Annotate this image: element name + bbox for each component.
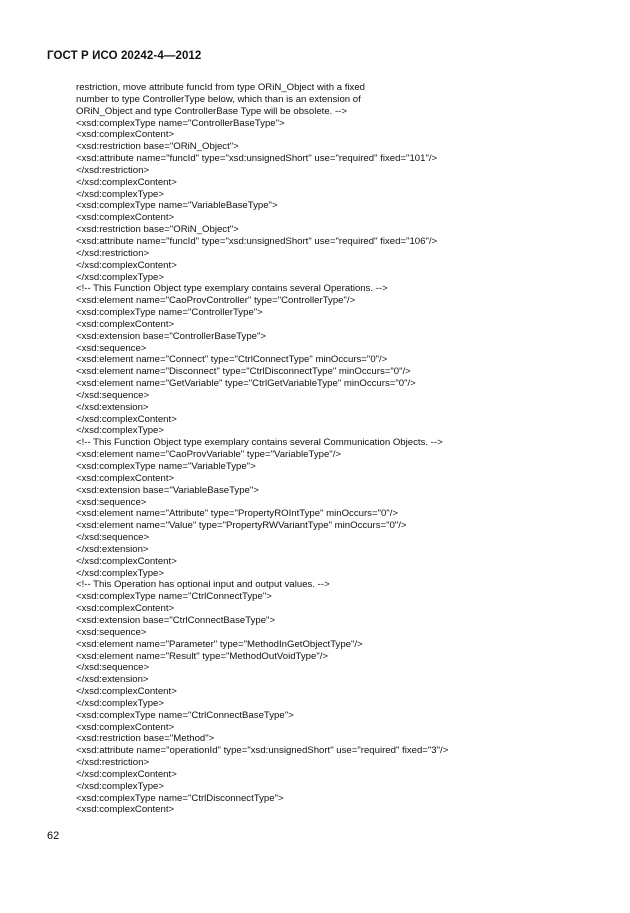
code-line: <xsd:restriction base="ORiN_Object"> xyxy=(76,141,239,153)
code-line: <xsd:element name="GetVariable" type="CtrlGetVariableType" minOccurs="0"/> xyxy=(76,378,416,390)
code-line: </xsd:restriction> xyxy=(76,757,150,769)
code-line: <xsd:complexType name="CtrlConnectBaseType"> xyxy=(76,709,294,721)
code-line: </xsd:complexType> xyxy=(76,567,164,579)
code-line: <xsd:sequence> xyxy=(76,342,147,354)
xsd-code-listing xyxy=(76,82,596,816)
code-line: </xsd:extension> xyxy=(76,674,149,686)
code-line: <xsd:attribute name="funcId" type="xsd:unsignedShort" use="required" fixed="101"/> xyxy=(76,153,438,165)
code-line: <xsd:complexContent> xyxy=(76,472,175,484)
code-line: <xsd:restriction base="Method"> xyxy=(76,733,215,745)
code-line: <!-- This Function Object type exemplary contains several Operations. --> xyxy=(76,283,388,295)
code-line: <xsd:extension base="CtrlConnectBaseType"> xyxy=(76,614,276,626)
code-line: <xsd:element name="Attribute" type="PropertyROIntType" minOccurs="0"/> xyxy=(76,508,398,520)
code-line: restriction, move attribute funcId from type ORiN_Object with a fixed xyxy=(76,82,365,93)
code-line: </xsd:extension> xyxy=(76,543,149,555)
code-line: <xsd:extension base="ControllerBaseType"> xyxy=(76,330,267,342)
code-line: <xsd:complexContent> xyxy=(76,318,175,330)
code-line: </xsd:complexContent> xyxy=(76,413,177,425)
code-line: <xsd:complexContent> xyxy=(76,721,175,733)
code-line: <xsd:element name="Parameter" type="MethodInGetObjectType"/> xyxy=(76,638,363,650)
code-line: <xsd:complexContent> xyxy=(76,804,175,816)
code-line: <xsd:complexType name="VariableType"> xyxy=(76,461,256,472)
code-line: <xsd:complexContent> xyxy=(76,603,175,615)
code-line: <!-- This Operation has optional input and output values. --> xyxy=(76,579,330,591)
code-line: </xsd:sequence> xyxy=(76,662,150,674)
code-line: <xsd:attribute name="funcId" type="xsd:unsignedShort" use="required" fixed="106"/> xyxy=(76,235,438,247)
code-line: </xsd:complexType> xyxy=(76,188,164,200)
code-line: <xsd:extension base="VariableBaseType"> xyxy=(76,484,259,496)
code-line: <xsd:complexContent> xyxy=(76,129,175,141)
code-line: </xsd:complexContent> xyxy=(76,555,177,567)
code-line: </xsd:complexType> xyxy=(76,271,164,283)
code-line: ORiN_Object and type ControllerBase Type will be obsolete. --> xyxy=(76,105,347,117)
code-line: <xsd:complexType name="ControllerType"> xyxy=(76,307,263,319)
code-line: </xsd:complexContent> xyxy=(76,176,177,188)
page-header: ГОСТ Р ИСО 20242-4—2012 xyxy=(47,50,202,62)
code-line: </xsd:complexContent> xyxy=(76,259,177,271)
code-line: </xsd:complexType> xyxy=(76,697,164,709)
code-line: </xsd:restriction> xyxy=(76,247,150,259)
code-line: <xsd:restriction base="ORiN_Object"> xyxy=(76,224,239,236)
code-line: number to type ControllerType below, which than is an extension of xyxy=(76,93,361,105)
code-line: <xsd:complexType name="VariableBaseType"> xyxy=(76,200,278,212)
code-line: </xsd:sequence> xyxy=(76,532,150,544)
code-line: <xsd:complexType name="ControllerBaseType"> xyxy=(76,117,285,129)
code-line: <xsd:complexType name="CtrlDisconnectType"> xyxy=(76,792,284,804)
code-line: </xsd:complexContent> xyxy=(76,686,177,698)
code-line: <xsd:element name="CaoProvVariable" type="VariableType"/> xyxy=(76,449,341,461)
code-line: <xsd:complexContent> xyxy=(76,212,175,224)
code-line: </xsd:extension> xyxy=(76,401,149,413)
code-line: </xsd:restriction> xyxy=(76,164,150,176)
page-number: 62 xyxy=(47,830,60,842)
code-line: </xsd:complexContent> xyxy=(76,768,177,780)
code-line: <xsd:sequence> xyxy=(76,626,147,638)
code-line: <xsd:element name="Value" type="PropertyRWVariantType" minOccurs="0"/> xyxy=(76,520,407,532)
code-line: <xsd:element name="Result" type="MethodOutVoidType"/> xyxy=(76,650,329,662)
code-line: <xsd:attribute name="operationId" type="xsd:unsignedShort" use="required" fixed="3"/> xyxy=(76,745,449,757)
code-line: <xsd:element name="Connect" type="CtrlConnectType" minOccurs="0"/> xyxy=(76,354,388,366)
code-line: </xsd:complexType> xyxy=(76,425,164,437)
code-line: <!-- This Function Object type exemplary contains several Communication Objects. --> xyxy=(76,437,443,449)
code-line: <xsd:element name="Disconnect" type="CtrlDisconnectType" minOccurs="0"/> xyxy=(76,366,411,378)
code-line: <xsd:sequence> xyxy=(76,496,147,508)
code-line: </xsd:complexType> xyxy=(76,780,164,792)
code-line: <xsd:element name="CaoProvController" type="ControllerType"/> xyxy=(76,295,356,307)
code-line: </xsd:sequence> xyxy=(76,389,150,401)
code-line: <xsd:complexType name="CtrlConnectType"> xyxy=(76,591,272,603)
